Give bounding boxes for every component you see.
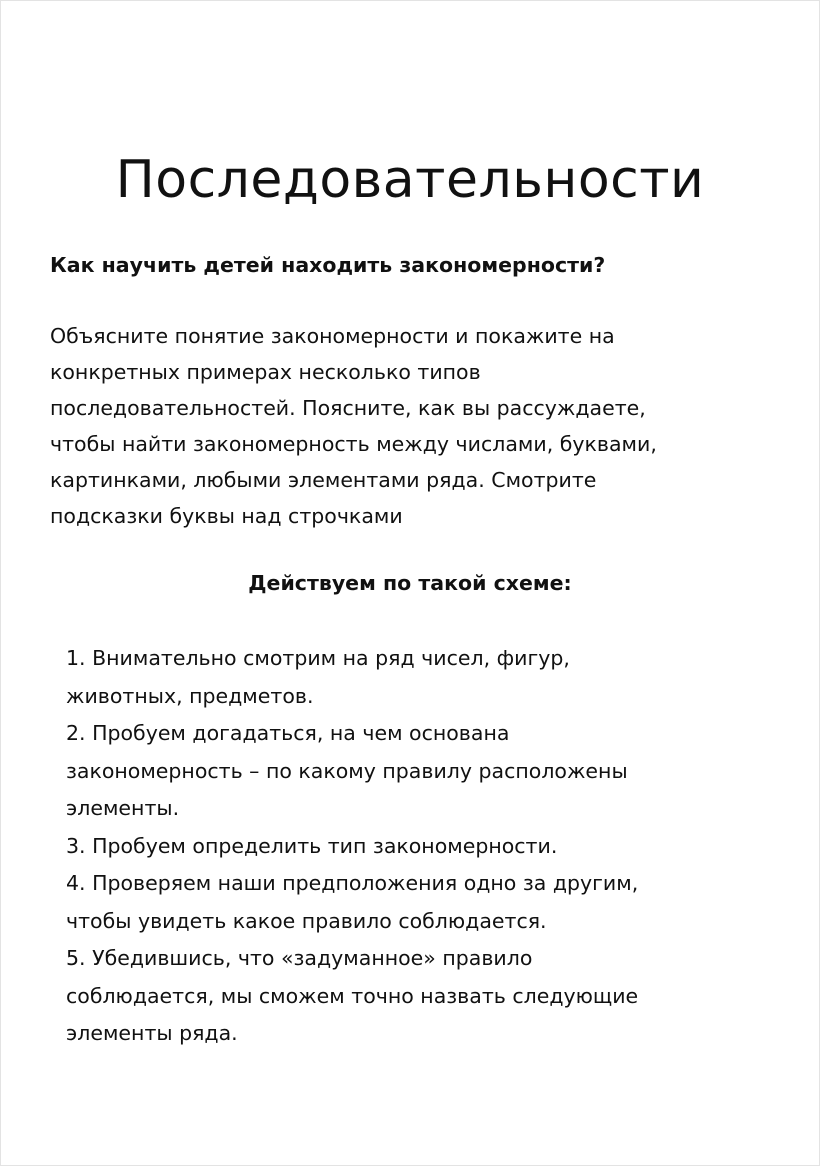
- intro-line: подсказки буквы над строчками: [50, 504, 403, 528]
- step-line: 3. Пробуем определить тип закономерности.: [66, 833, 558, 858]
- step-line: соблюдается, мы сможем точно назвать следующие: [66, 983, 639, 1008]
- steps-list: [66, 640, 766, 1053]
- intro-line: конкретных примерах несколько типов: [50, 360, 481, 384]
- step-line: 5. Убедившись, что «задуманное» правило: [66, 946, 533, 970]
- step-line: элементы.: [66, 796, 180, 820]
- step-item: [66, 865, 766, 940]
- step-line: элементы ряда.: [66, 1021, 238, 1045]
- step-item: [66, 940, 766, 1053]
- scheme-heading: Действуем по такой схеме:: [248, 571, 572, 595]
- intro-line: чтобы найти закономерность между числами, буквами,: [50, 432, 657, 456]
- intro-line: картинками, любыми элементами ряда. Смотрите: [50, 468, 597, 492]
- step-line: закономерность – по какому правилу расположены: [66, 758, 628, 783]
- step-item: [66, 715, 766, 828]
- page-title: Последовательности: [115, 150, 705, 210]
- subtitle: Как научить детей находить закономерности?: [50, 253, 606, 277]
- step-line: 1. Внимательно смотрим на ряд чисел, фигур,: [66, 646, 570, 670]
- step-item: [66, 640, 766, 715]
- step-line: животных, предметов.: [66, 683, 314, 708]
- intro-line: последовательностей. Поясните, как вы рассуждаете,: [50, 396, 646, 420]
- step-line: 4. Проверяем наши предположения одно за другим,: [66, 871, 639, 895]
- step-line: чтобы увидеть какое правило соблюдается.: [66, 908, 547, 933]
- intro-paragraph: [50, 318, 770, 534]
- intro-line: Объясните понятие закономерности и покажите на: [50, 324, 615, 348]
- step-item: [66, 828, 766, 866]
- step-line: 2. Пробуем догадаться, на чем основана: [66, 721, 510, 745]
